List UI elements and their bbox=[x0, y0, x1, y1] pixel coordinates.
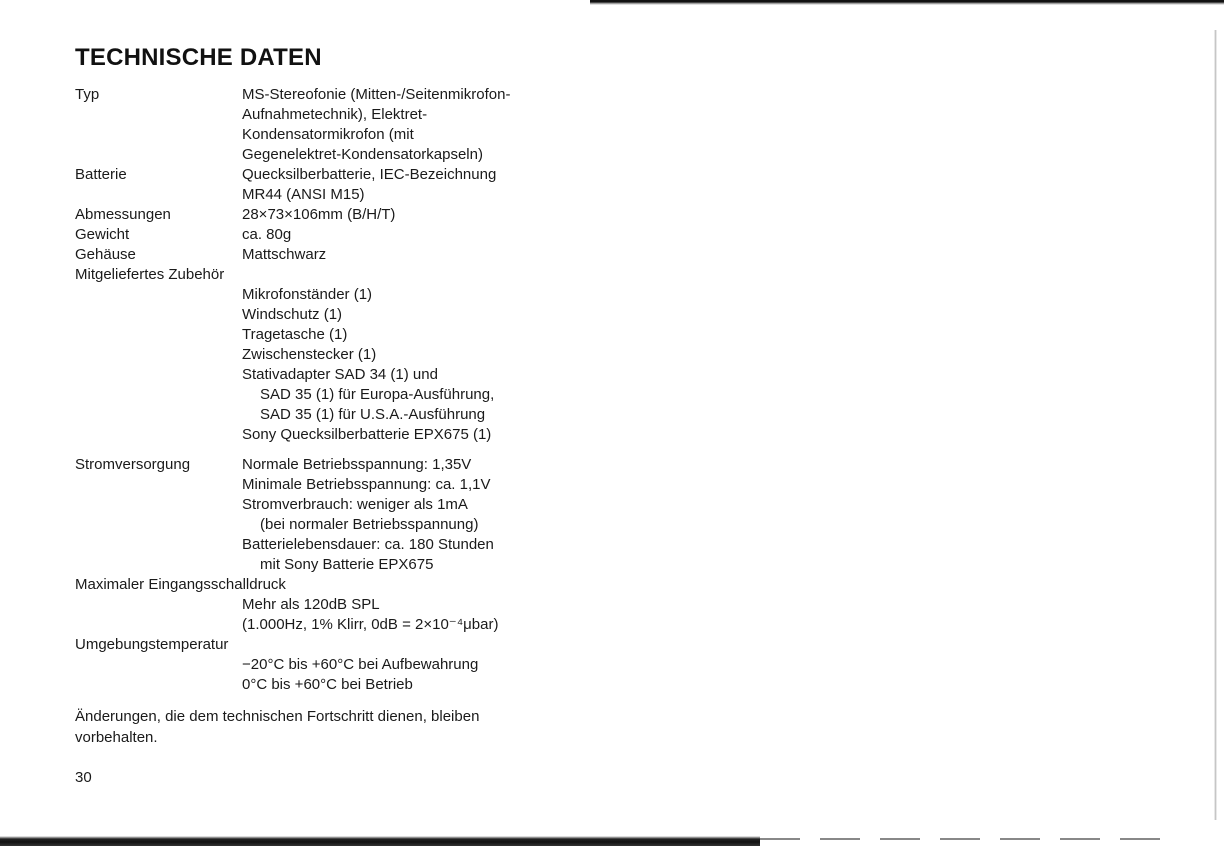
spec-row-abmessungen bbox=[75, 205, 575, 225]
spec-value-batterie: MR44 (ANSI M15) bbox=[242, 186, 365, 203]
spacer bbox=[75, 445, 575, 455]
spec-value-typ: Aufnahmetechnik), Elektret- bbox=[242, 106, 428, 123]
spec-row-batterie bbox=[75, 165, 575, 185]
spec-row-gehaeuse bbox=[75, 245, 575, 265]
accessory-item bbox=[75, 285, 575, 305]
scan-edge-right bbox=[1214, 30, 1217, 820]
spec-row-temperatur bbox=[75, 635, 575, 655]
spec-value-gewicht: ca. 80g bbox=[242, 226, 292, 243]
spec-value-batterie: Quecksilberbatterie, IEC-Bezeichnung bbox=[242, 166, 497, 183]
spec-value-gehaeuse: Mattschwarz bbox=[242, 246, 327, 263]
spec-label-abmessungen: Abmessungen bbox=[75, 206, 171, 223]
spec-row-stromversorgung-cont bbox=[75, 535, 575, 555]
accessory-item bbox=[75, 325, 575, 345]
spec-value-stromversorgung: (bei normaler Betriebsspannung) bbox=[260, 516, 479, 533]
spec-page bbox=[75, 44, 575, 786]
spec-row-temperatur-cont bbox=[75, 655, 575, 675]
spec-label-stromversorgung: Stromversorgung bbox=[75, 456, 191, 473]
spec-value-abmessungen: 28×73×106mm (B/H/T) bbox=[242, 206, 396, 223]
page-number: 30 bbox=[75, 769, 92, 786]
spec-row-schalldruck-cont bbox=[75, 595, 575, 615]
spec-row-stromversorgung-cont bbox=[75, 515, 575, 535]
spec-row-schalldruck-cont bbox=[75, 615, 575, 635]
spec-value-stromversorgung: Stromverbrauch: weniger als 1mA bbox=[242, 496, 468, 513]
accessory-item bbox=[75, 425, 575, 445]
accessory-text: SAD 35 (1) für Europa-Ausführung, bbox=[260, 386, 495, 403]
accessory-text: Windschutz (1) bbox=[242, 306, 343, 323]
spec-label-batterie: Batterie bbox=[75, 166, 127, 183]
spec-label-gewicht: Gewicht bbox=[75, 226, 130, 243]
spec-row-gewicht bbox=[75, 225, 575, 245]
accessory-text: SAD 35 (1) für U.S.A.-Ausführung bbox=[260, 406, 486, 423]
spec-value-stromversorgung: Batterielebensdauer: ca. 180 Stunden bbox=[242, 536, 494, 553]
scan-edge-bottom bbox=[0, 836, 760, 846]
spec-label-temperatur: Umgebungstemperatur bbox=[75, 636, 229, 653]
accessory-text: Mikrofonständer (1) bbox=[242, 286, 373, 303]
spec-label-gehaeuse: Gehäuse bbox=[75, 246, 136, 263]
spec-value-temperatur: 0°C bis +60°C bei Betrieb bbox=[242, 676, 413, 693]
spec-label-typ: Typ bbox=[75, 86, 100, 103]
spec-row-temperatur-cont bbox=[75, 675, 575, 695]
spec-value-schalldruck: Mehr als 120dB SPL bbox=[242, 596, 380, 613]
accessory-item bbox=[75, 385, 575, 405]
spec-row-typ-cont bbox=[75, 145, 575, 165]
change-notice: Änderungen, die dem technischen Fortschritt dienen, bleiben vorbehalten. bbox=[75, 708, 480, 746]
spec-value-temperatur: −20°C bis +60°C bei Aufbewahrung bbox=[242, 656, 479, 673]
spec-row-typ-cont bbox=[75, 105, 575, 125]
accessory-item bbox=[75, 365, 575, 385]
spec-row-typ-cont bbox=[75, 125, 575, 145]
accessory-item bbox=[75, 345, 575, 365]
scan-edge-top bbox=[590, 0, 1224, 5]
spec-label-schalldruck: Maximaler Eingangsschalldruck bbox=[75, 576, 286, 593]
accessory-text: Zwischenstecker (1) bbox=[242, 346, 377, 363]
accessory-text: Tragetasche (1) bbox=[242, 326, 348, 343]
spec-row-schalldruck bbox=[75, 575, 575, 595]
spec-row-zubehoer bbox=[75, 265, 575, 285]
spec-row-stromversorgung bbox=[75, 455, 575, 475]
page-title: TECHNISCHE DATEN bbox=[75, 44, 322, 71]
spec-value-typ: Kondensatormikrofon (mit bbox=[242, 126, 414, 143]
spec-table bbox=[75, 85, 575, 695]
spec-value-typ: Gegenelektret-Kondensatorkapseln) bbox=[242, 146, 483, 163]
spec-value-schalldruck: (1.000Hz, 1% Klirr, 0dB = 2×10⁻⁴μbar) bbox=[242, 616, 499, 633]
spec-label-zubehoer: Mitgeliefertes Zubehör bbox=[75, 266, 225, 283]
spec-row-stromversorgung-cont bbox=[75, 495, 575, 515]
accessory-text: Sony Quecksilberbatterie EPX675 (1) bbox=[242, 426, 492, 443]
spec-value-stromversorgung: Normale Betriebsspannung: 1,35V bbox=[242, 456, 472, 473]
spec-value-typ: MS-Stereofonie (Mitten-/Seitenmikrofon- bbox=[242, 86, 511, 103]
accessory-item bbox=[75, 405, 575, 425]
accessory-text: Stativadapter SAD 34 (1) und bbox=[242, 366, 438, 383]
spec-value-stromversorgung: mit Sony Batterie EPX675 bbox=[260, 556, 434, 573]
spec-row-stromversorgung-cont bbox=[75, 555, 575, 575]
spec-row-batterie-cont bbox=[75, 185, 575, 205]
spec-row-typ bbox=[75, 85, 575, 105]
spec-value-stromversorgung: Minimale Betriebsspannung: ca. 1,1V bbox=[242, 476, 491, 493]
spec-row-stromversorgung-cont bbox=[75, 475, 575, 495]
scan-edge-bottom-right bbox=[760, 838, 1180, 840]
accessory-item bbox=[75, 305, 575, 325]
